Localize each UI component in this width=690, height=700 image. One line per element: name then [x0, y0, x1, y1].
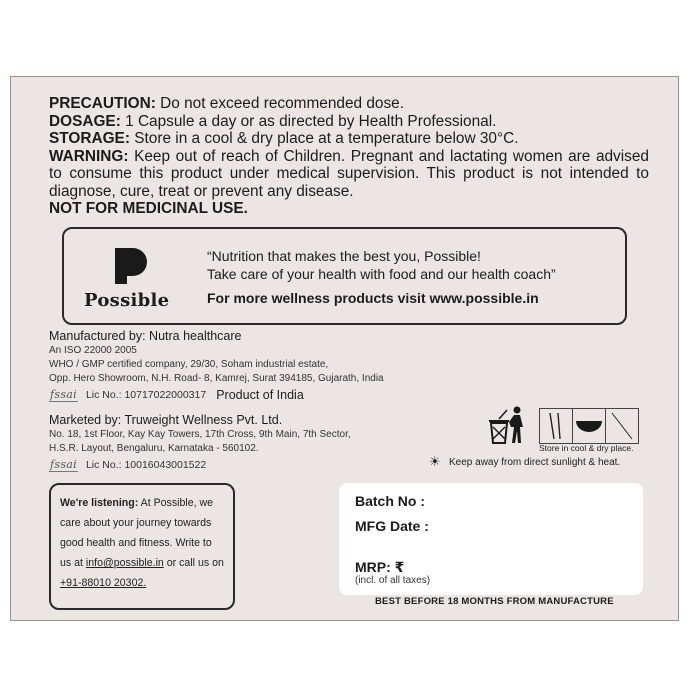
storage-icons-box — [539, 408, 639, 444]
fssai-logo: fssai — [50, 458, 77, 471]
marketer-block — [49, 413, 469, 472]
manufacturer-block — [49, 329, 469, 402]
batch-number-label: Batch No : — [355, 493, 425, 509]
batch-info-box — [339, 483, 643, 595]
license-number: Lic No.: 10717022000317 — [85, 389, 207, 401]
manufacturer-line: An ISO 22000 2005 — [49, 345, 137, 356]
manufacturer-heading: Manufactured by: Nutra healthcare — [49, 329, 242, 343]
brand-name: Possible — [84, 290, 170, 311]
fssai-logo: fssai — [50, 388, 77, 401]
manufacturer-license — [49, 388, 469, 402]
possible-logo-icon — [113, 246, 149, 286]
visit-website-text: For more wellness products visit www.possible.in — [207, 290, 539, 306]
sunlight-warning: Keep away from direct sunlight & heat. — [449, 457, 621, 468]
umbrella-icon — [540, 409, 573, 443]
bin-disposal-icon — [487, 405, 533, 447]
marketer-license — [49, 458, 469, 472]
manufacturer-line: Opp. Hero Showroom, N.H. Road- 8, Kamrej, Surat 394185, Gujarath, India — [49, 373, 384, 384]
tax-note: (incl. of all taxes) — [355, 575, 431, 586]
product-origin: Product of India — [216, 388, 304, 402]
email-link[interactable]: info@possible.in — [85, 557, 164, 569]
best-before-text: BEST BEFORE 18 MONTHS FROM MANUFACTURE — [375, 596, 614, 607]
marketer-line: H.S.R. Layout, Bengaluru, Karnataka - 560102. — [49, 443, 259, 454]
manufacturer-line: WHO / GMP certified company, 29/30, Soham industrial estate, — [49, 359, 329, 370]
marketer-line: No. 18, 1st Floor, Kay Kay Towers, 17th Cross, 9th Main, 7th Sector, — [49, 429, 351, 440]
brand-quote: “Nutrition that makes the best you, Possible! Take care of your health with food and our health coach” — [207, 248, 556, 282]
storage-line: STORAGE: Store in a cool & dry place at a temperature below 30°C. — [49, 130, 519, 147]
dosage-line: DOSAGE: 1 Capsule a day or as directed by Health Professional. — [49, 112, 497, 130]
dry-icon — [606, 409, 638, 443]
brand-box — [62, 227, 627, 325]
storage-icon-label: Store in cool & dry place. — [539, 443, 634, 453]
mrp-label: MRP: ₹ — [355, 559, 405, 575]
license-number: Lic No.: 10016043001522 — [85, 459, 207, 471]
label-panel — [10, 76, 679, 621]
sun-icon: ☀ — [429, 454, 441, 469]
mfg-date-label: MFG Date : — [355, 518, 429, 534]
phone-link[interactable]: +91-88010 20302. — [60, 577, 147, 589]
warning-line: WARNING: Keep out of reach of Children. Pregnant and lactating women are advised to consume this product under medical supervision. This product is not intended to diagnose, cure, treat or prevent any disease. — [49, 147, 649, 200]
not-medicinal-line: NOT FOR MEDICINAL USE. — [49, 200, 248, 217]
bowl-icon — [573, 409, 606, 443]
listening-box: We're listening: At Possible, we care about your journey towards good health and fitness. Write to us at info@possible.in or call us on +91-88010 20302. — [49, 483, 235, 610]
marketer-heading: Marketed by: Truweight Wellness Pvt. Ltd. — [49, 413, 283, 427]
warnings-block — [49, 95, 649, 218]
precaution-line: PRECAUTION: Do not exceed recommended dose. — [49, 95, 404, 112]
